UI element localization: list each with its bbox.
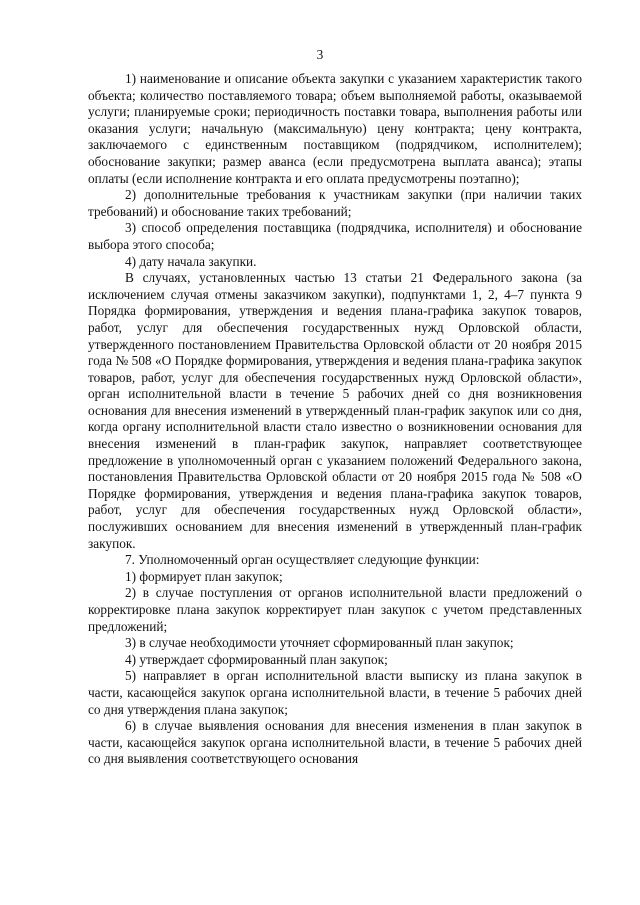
paragraph: 1) наименование и описание объекта закупки с указанием характеристик такого объекта; количество поставляемого товара; объем выполняемой работы, оказываемой услуги; планируемые сроки; периодичность поставки товара, выполнения работы или оказания услуги; начальную (максимальную) цену контракта; цену контракта, заключаемого с единственным поставщиком (подрядчиком, исполнителем); обоснование закупки; размер аванса (если предусмотрена выплата аванса); этапы оплаты (если исполнение контракта и его оплата предусмотрены поэтапно); [88, 71, 582, 186]
paragraph: 7. Уполномоченный орган осуществляет следующие функции: [125, 552, 480, 568]
document-body [88, 71, 582, 768]
paragraph: 4) утверждает сформированный план закупок; [125, 651, 388, 667]
paragraph: 2) дополнительные требования к участникам закупки (при наличии таких требований) и обоснование таких требований; [88, 187, 582, 219]
paragraph: 5) направляет в орган исполнительной власти выписку из плана закупок в части, касающейся закупок органа исполнительной власти, в течение 5 рабочих дней со дня утверждения плана закупок; [88, 668, 582, 717]
paragraph: 2) в случае поступления от органов исполнительной власти предложений о корректировке плана закупок корректирует план закупок с учетом представленных предложений; [88, 585, 582, 634]
paragraph: В случаях, установленных частью 13 статьи 21 Федерального закона (за исключением случая отмены заказчиком закупки), подпунктами 1, 2, 4–7 пункта 9 Порядка формирования, утверждения и ведения плана-графика закупок товаров, работ, услуг для обеспечения государственных нужд Орловской области, утвержденного постановлением Правительства Орловской области от 20 ноября 2015 года № 508 «О Порядке формирования, утверждения и ведения плана-графика закупок товаров, работ, услуг для обеспечения государственных нужд Орловской области», орган исполнительной власти в течение 5 рабочих дней со дня возникновения основания для внесения изменений в утвержденный план-график закупок или со дня, когда органу исполнительной власти стало известно о возникновении основания для внесения изменений в план-график закупок, направляет соответствующее предложение в уполномоченный орган с указанием положений Федерального закона, постановления Правительства Орловской области от 20 ноября 2015 года № 508 «О Порядке формирования, утверждения и ведения плана-графика закупок товаров, работ, услуг для обеспечения государственных нужд Орловской области», послуживших основанием для внесения изменений в утвержденный план-график закупок. [88, 270, 582, 551]
paragraph: 3) способ определения поставщика (подрядчика, исполнителя) и обоснование выбора этого способа; [88, 220, 582, 252]
paragraph: 4) дату начала закупки. [125, 253, 257, 269]
paragraph: 6) в случае выявления основания для внесения изменения в план закупок в части, касающейся закупок органа исполнительной власти, в течение 5 рабочих дней со дня выявления соответствующего основания [88, 718, 582, 767]
paragraph: 1) формирует план закупок; [125, 568, 283, 584]
page-number: 3 [316, 47, 324, 62]
paragraph: 3) в случае необходимости уточняет сформированный план закупок; [125, 635, 514, 651]
